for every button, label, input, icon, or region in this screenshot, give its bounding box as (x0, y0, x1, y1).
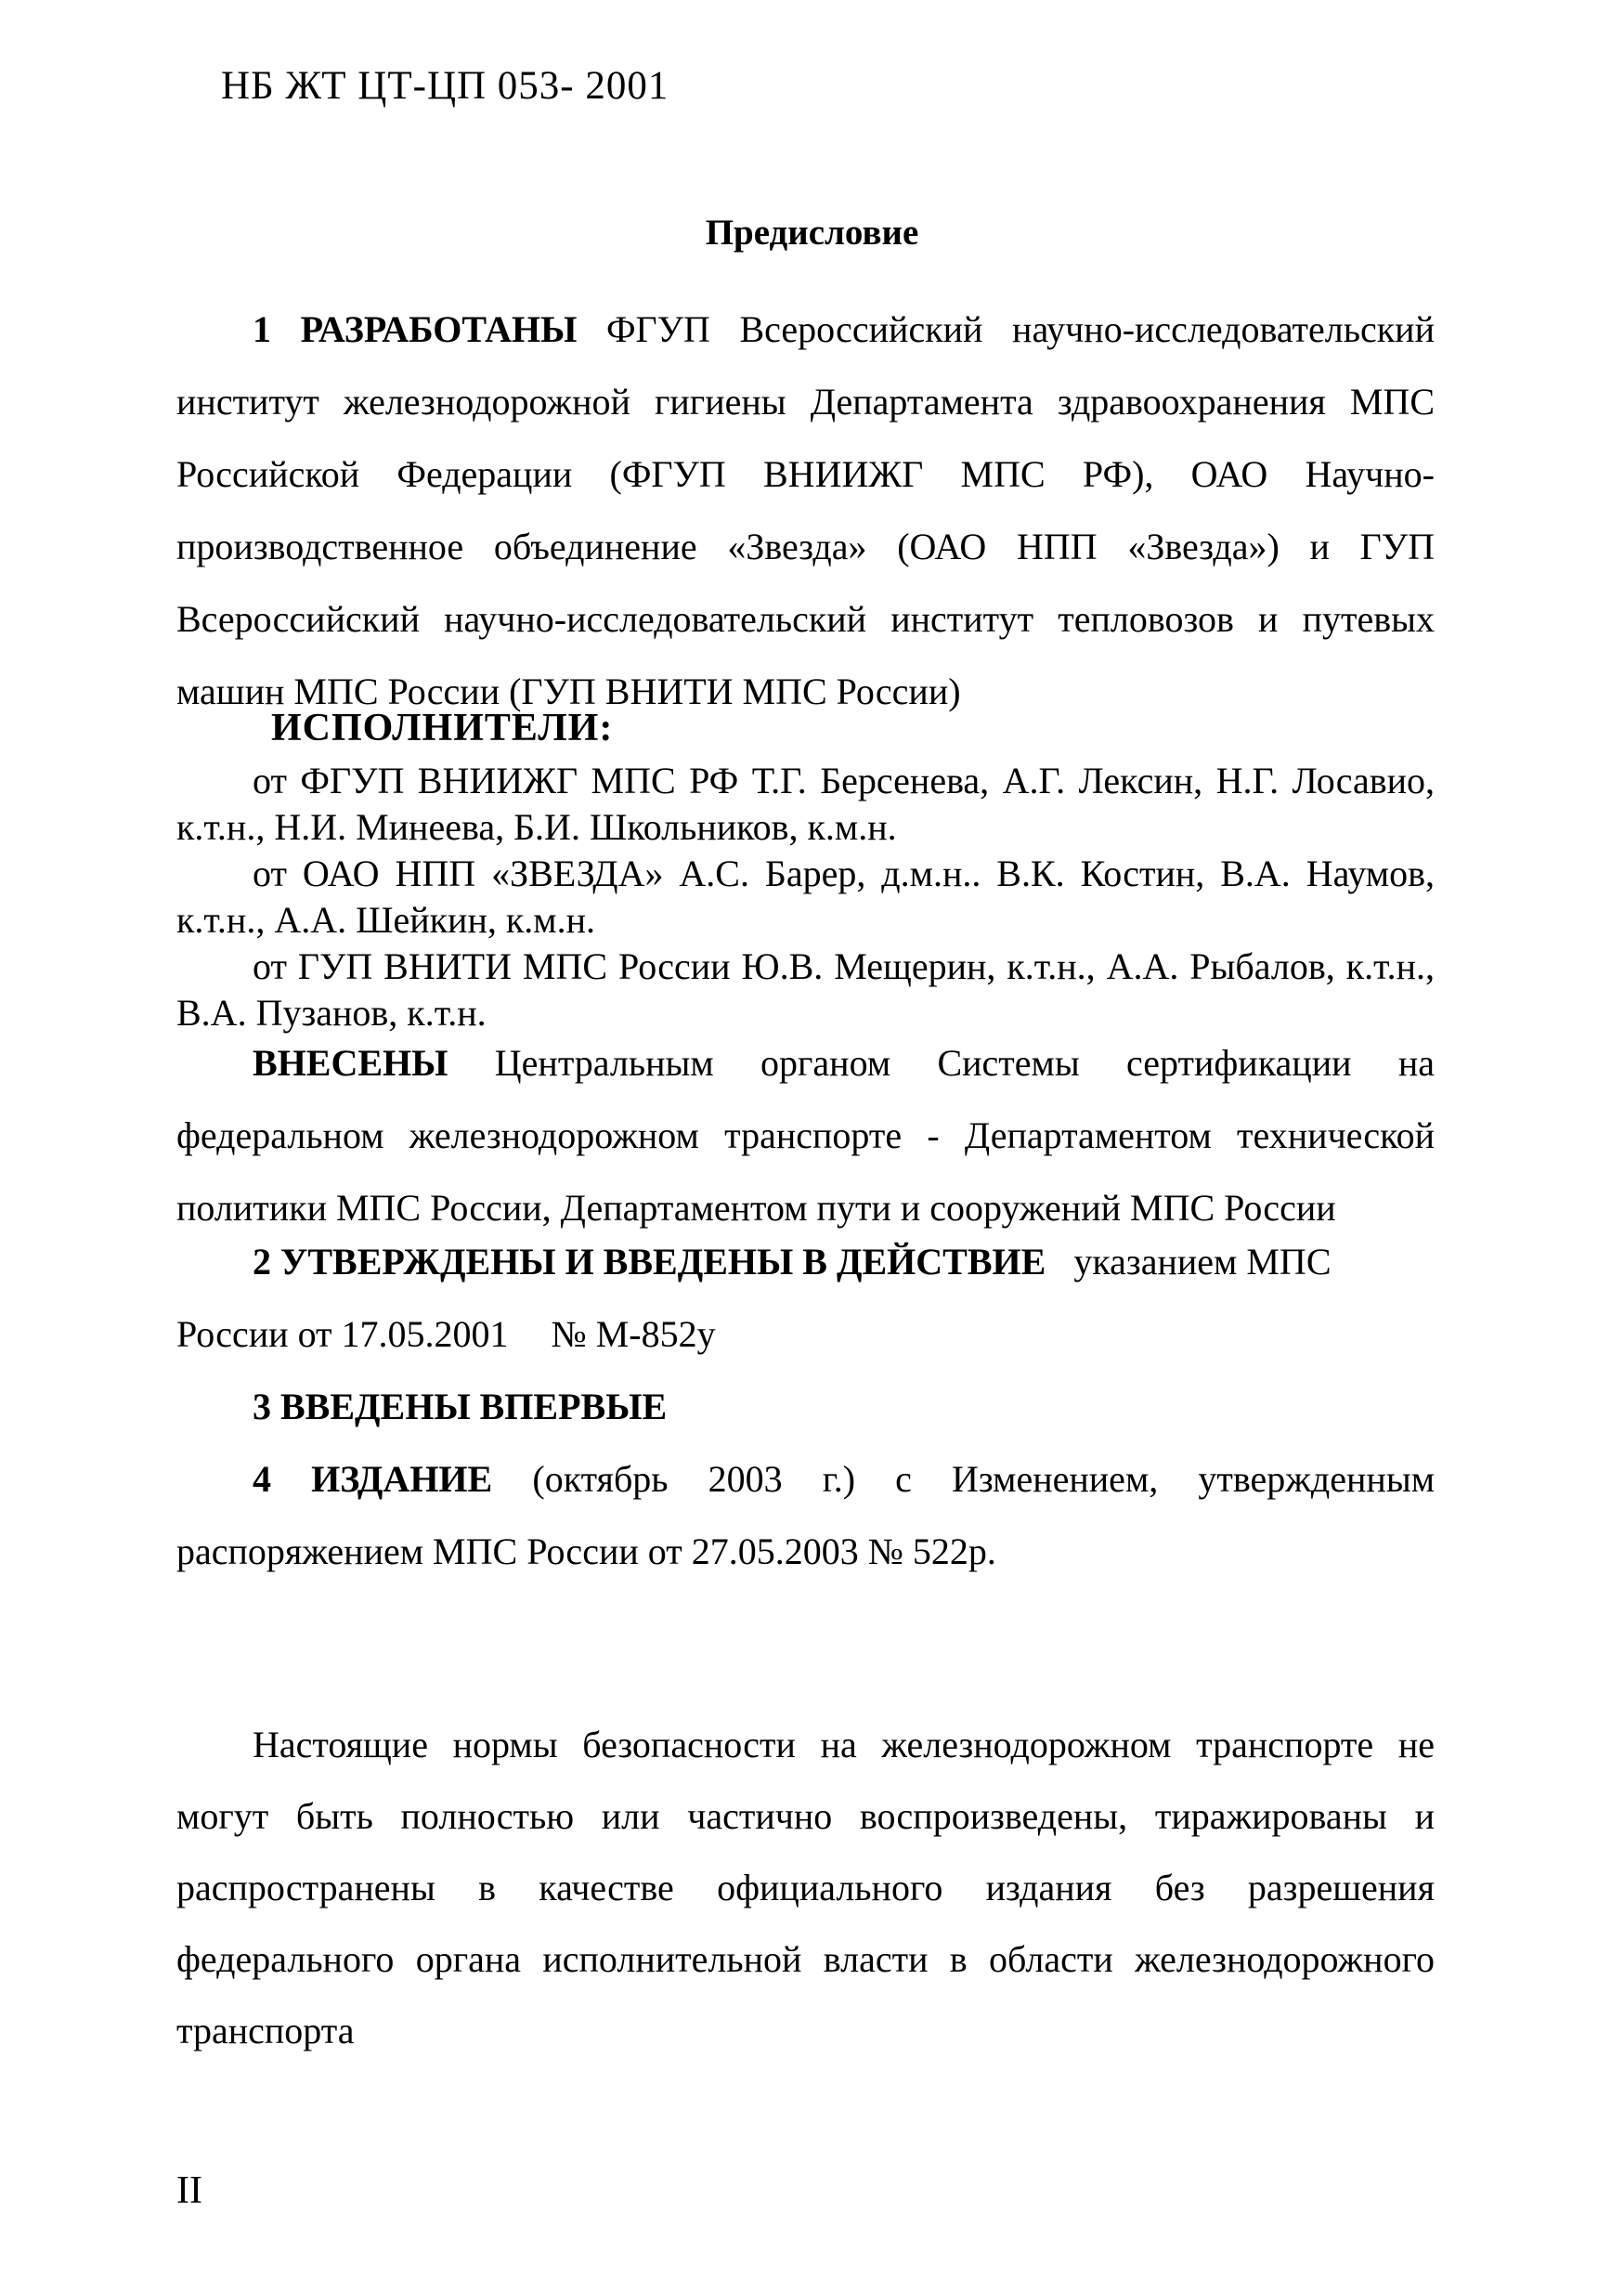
performers-heading: ИСПОЛНИТЕЛИ: (271, 707, 614, 749)
section-4-edition (176, 1443, 1435, 1588)
performers-group-2: от ОАО НПП «ЗВЕЗДА» А.С. Барер, д.м.н.. В.К. Костин, В.А. Наумов, к.т.н., А.А. Шейкин, к.м.н. (176, 853, 1435, 941)
page-title: Предисловие (705, 213, 919, 253)
section-4-lead: 4 ИЗДАНИЕ (253, 1458, 493, 1500)
section-2-text-line1: указанием МПС (1073, 1241, 1332, 1283)
introduced-lead: ВНЕСЕНЫ (253, 1042, 448, 1084)
copyright-notice: Настоящие нормы безопасности на железнодорожном транспорте не могут быть полностью или частично воспроизведены, тиражированы и распространены в качестве официального издания без разрешения федерального органа исполнительной власти в области железнодорожного транспорта (176, 1724, 1435, 2051)
section-1-developed (176, 293, 1435, 728)
performers-group-3: от ГУП ВНИТИ МПС России Ю.В. Мещерин, к.т.н., А.А. Рыбалов, к.т.н., В.А. Пузанов, к.т.н. (176, 945, 1435, 1034)
section-3-lead: 3 ВВЕДЕНЫ ВПЕРВЫЕ (253, 1386, 668, 1427)
section-2-lead: 2 УТВЕРЖДЕНЫ И ВВЕДЕНЫ В ДЕЙСТВИЕ (253, 1241, 1046, 1283)
document-code: НБ ЖТ ЦТ-ЦП 053- 2001 (221, 64, 669, 108)
section-4-text: (октябрь 2003 г.) с Изменением, утвержденным распоряжением МПС России от 27.05.2003 № 522р. (176, 1458, 1436, 1572)
section-3-first-introduced (176, 1371, 1435, 1443)
page-number: II (176, 2169, 202, 2212)
introduced-text: Центральным органом Системы сертификации на федеральном железнодорожном транспорте - Департаментом технической политики МПС России, Департаментом пути и сооружений МПС России (176, 1042, 1436, 1229)
section-2-number: № М-852у (551, 1313, 716, 1355)
performers-group-1: от ФГУП ВНИИЖГ МПС РФ Т.Г. Берсенева, А.Г. Лексин, Н.Г. Лосавио, к.т.н., Н.И. Минеева, Б.И. Школьников, к.м.н. (176, 760, 1435, 848)
section-1-text: ФГУП Всероссийский научно-исследовательский институт железнодорожной гигиены Департамента здравоохранения МПС Российской Федерации (ФГУП ВНИИЖГ МПС РФ), ОАО Научно-производственное объединение «Звезда» (ОАО НПП «Звезда») и ГУП Всероссийский научно-исследовательский институт тепловозов и путевых машин МПС России (ГУП ВНИТИ МПС России) (176, 308, 1435, 712)
section-2-date: России от 17.05.2001 (176, 1313, 509, 1355)
introduced-by (176, 1027, 1435, 1244)
section-2-approved (176, 1226, 1435, 1371)
section-1-lead: 1 РАЗРАБОТАНЫ (253, 308, 578, 350)
